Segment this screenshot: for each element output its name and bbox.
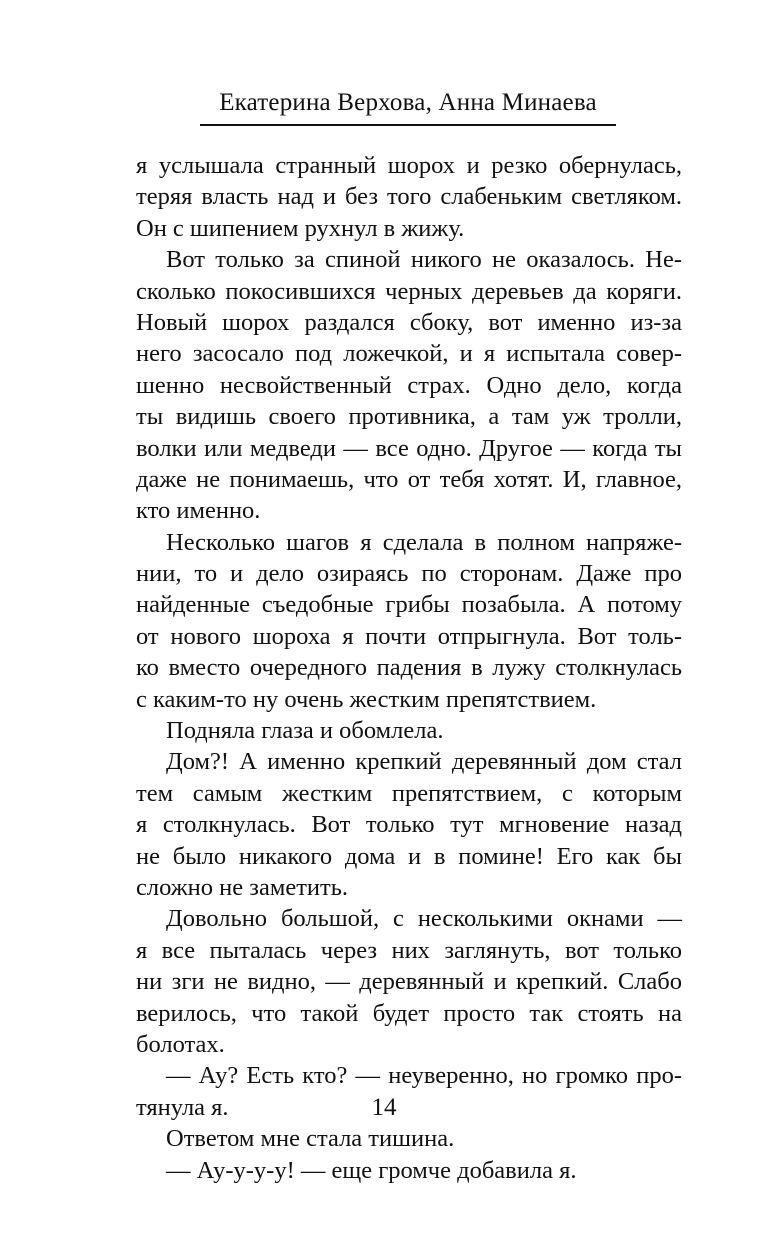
text-line: Ответом мне стала тишина. xyxy=(166,1125,455,1153)
text-line: не было никакого дома и в помине! Его как бы xyxy=(136,842,682,870)
text-line: верилось, что такой будет просто так стоять на xyxy=(136,999,682,1027)
text-line: нии, то и дело озираясь по сторонам. Даже про xyxy=(136,560,682,588)
text-line: — Ау? Есть кто? — неуверенно, но громко про- xyxy=(166,1062,682,1090)
text-line: ни зги не видно, — деревянный и крепкий. Слабо xyxy=(136,968,682,996)
text-line: ко вместо очередного падения в лужу столкнулась xyxy=(136,654,682,682)
text-line: с каким-то ну очень жестким препятствием. xyxy=(136,685,597,713)
text-line: Он с шипением рухнул в жижу. xyxy=(136,214,465,242)
text-line: волки или медведи — все одно. Другое — когда ты xyxy=(136,434,682,462)
text-line: я столкнулась. Вот только тут мгновение назад xyxy=(136,811,682,839)
text-line: — Ау-у-у-у! — еще громче добавила я. xyxy=(166,1156,577,1184)
text-line: найденные съедобные грибы позабыла. А потому xyxy=(136,591,682,619)
text-line: тянула я. xyxy=(136,1093,229,1121)
page-number: 14 xyxy=(371,1094,397,1121)
text-line: Дом?! А именно крепкий деревянный дом стал xyxy=(166,748,682,776)
text-line: кто именно. xyxy=(136,497,261,525)
text-line: сложно не заметить. xyxy=(136,873,349,901)
text-line: тем самым жестким препятствием, с которым xyxy=(136,779,682,807)
text-line: сколько покосившихся черных деревьев да коряги. xyxy=(136,277,682,305)
text-line: я все пыталась через них заглянуть, вот только xyxy=(136,936,682,964)
text-line: Несколько шагов я сделала в полном напряже- xyxy=(166,528,682,556)
running-header-title: Екатерина Верхова, Анна Минаева xyxy=(219,89,597,116)
text-line: шенно несвойственный страх. Одно дело, когда xyxy=(136,371,682,399)
body-text xyxy=(136,150,682,1186)
text-line: болотах. xyxy=(136,1030,225,1058)
text-line: него засосало под ложечкой, и я испытала совер- xyxy=(136,340,682,368)
text-line: теряя власть над и без того слабеньким светляком. xyxy=(136,183,682,211)
header-rule xyxy=(200,124,616,126)
text-line: Новый шорох раздался сбоку, вот именно из-за xyxy=(136,308,682,336)
text-line: Довольно большой, с несколькими окнами — xyxy=(166,905,682,933)
text-line: ты видишь своего противника, а там уж тролли, xyxy=(136,403,682,431)
text-line: я услышала странный шорох и резко обернулась, xyxy=(136,152,682,179)
text-line: от нового шороха я почти отпрыгнула. Вот толь- xyxy=(136,622,682,650)
text-line: Подняла глаза и обомлела. xyxy=(166,717,444,745)
text-line: даже не понимаешь, что от тебя хотят. И, главное, xyxy=(136,465,682,493)
text-line: Вот только за спиной никого не оказалось. Не- xyxy=(166,246,682,274)
